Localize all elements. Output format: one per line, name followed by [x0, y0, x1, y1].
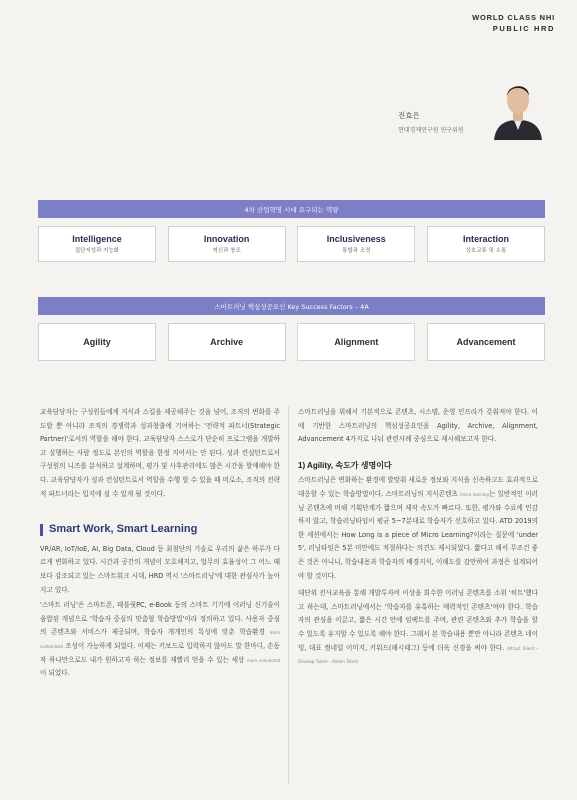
brand-line1: WORLD CLASS NHI: [472, 13, 555, 22]
factor-title: Advancement: [456, 337, 516, 347]
left-paragraph-3a: '스마트 러닝'은 스마트폰, 태블릿PC, e-Book 등의 스마트 기기에 이러닝 신기술이 융합된 개념으로 '학습자 중심의 맞춤형 학습방법'이라 정의하고 있다. 사용자 중심의 콘텐츠와 서비스가 제공되며, 학습자 개개인의 특성에 맞춘 학습환경: [40, 601, 280, 637]
right-column: [298, 406, 538, 669]
author-name: 진효은: [398, 111, 420, 120]
factor-title: Alignment: [334, 337, 379, 347]
competency-title: Interaction: [462, 234, 509, 244]
right-paragraph-2: [298, 474, 538, 583]
factor-card: [38, 323, 156, 361]
competency-card: [427, 226, 545, 262]
left-paragraph-2: VR/AR, IoT/IoE, AI, Big Data, Cloud 등 최첨단의 기술로 우리의 삶은 하루가 다르게 변화하고 있다. 시간과 공간의 개념이 모호해지고, 업무의 효율성이 그 어느 때 보다 강조되고 있는 스마트워크 시대, HRD 역시 '스마트러닝'에 대한 관심사가 높아지고 있다.: [40, 544, 280, 594]
competency-card: [168, 226, 286, 262]
competency-subtitle: 상호교류 및 소통: [465, 248, 507, 254]
footnote-more-connected: more connected: [246, 657, 280, 663]
footnote-more-customized: more customized: [40, 630, 280, 649]
section-heading-text: Smart Work, Smart Learning: [49, 523, 198, 536]
footnote-talent: Attract Talent – Develop Talent – Retain Talent: [298, 645, 538, 665]
right-paragraph-3-text: 대단위 전사교육을 통해 개발투자비 이상을 회수한 이러닝 콘텐츠를 소위 '히트'했다고 하는데, 스마트러닝에서는 '학습자를 유혹하는 매력적인 콘텐츠'여야 한다. 학습자의 관심을 이끌고, 짧은 시간 안에 임팩트를 주며, 관련 콘텐츠와 추가 학습을 할 수 있도록 유지할 수 있도록 해야 한다. 그래서 본 학습내용 뿐만 아니라 콘텐츠 네이밍, 대표 썸네일 이미지, 키워드(해시태그) 등에 더욱 신경을 써야 한다.: [298, 589, 538, 652]
left-paragraph-3b: 조성이 가능하게 되었다. 이제는 키보드로 입력하지 않아도 말 한마디, 손동작 하나만으로도 내가 원하고자 하는 정보를 재빨리 얻을 수 있는 세상: [40, 641, 280, 664]
factor-card: [168, 323, 286, 361]
person-icon: [492, 74, 544, 140]
factor-title: Archive: [210, 337, 244, 347]
author-block: [398, 110, 498, 134]
right-paragraph-1: 스마트러닝을 위해서 기본적으로 콘텐츠, 시스템, 운영 인프라가 갖춰져야 한다. 이에 기반한 스마트러닝의 핵심성공요인을 Agility, Archive, Alignment, Advancement 4가지로 나눠 관련사례 중심으로 제시해보고자 한다.: [298, 408, 538, 444]
competency-card: [297, 226, 415, 262]
column-divider: [288, 406, 289, 784]
competency-subtitle: 통합과 조정: [342, 248, 371, 254]
competency-cards: [38, 226, 545, 262]
competency-subtitle: 집단지성과 지능화: [74, 248, 120, 254]
left-column: [40, 406, 280, 681]
right-paragraph-2a: 스마트러닝은 변화하는 환경에 발맞춰 새로운 정보와 지식을 신속하고도 효과적으로 대응할 수 있는 학습방법이다. 스마트러닝의 지식콘텐츠: [298, 476, 538, 498]
agility-heading: 1) Agility, 속도가 생명이다: [298, 460, 392, 470]
left-paragraph-3c: 이 되었다.: [40, 669, 70, 678]
factor-title: Agility: [83, 337, 111, 347]
author-photo: [492, 74, 544, 140]
author-role: 현대경제연구원 연구위원: [398, 127, 464, 134]
left-paragraph-1: 교육담당자는 구성원들에게 지식과 스킬을 제공해주는 것을 넘어, 조직의 변화를 주도할 뿐 아니라 조직의 경쟁력과 성과창출에 기여하는 '전략적 파트너(Strategic Partner)'로서의 역할을 해야 한다. 교육담당자 스스로가 단순히 프로그램을 개발하고 실행하는 사람 정도로 본인의 역할을 한정 지어서는 안 된다. 성과 컨설턴트로서 구성원의 니즈를 분석하고 설계하며, 평가 및 사후관리에도 많은 시간을 할애해야 한다. 교육담당자가 성과 컨설턴트로서 역할을 수행 할 수 있을 때 비로소, 조직의 전략적 파트너라는 입지에 설 수 있게 될 것이다.: [40, 408, 280, 498]
right-paragraph-2b: 는 일반적인 이러닝 콘텐츠에 비해 기획단계가 짧으며 제작 속도가 빠르다. 또한, 평가와 수료에 민감하지 않고, 학습러닝타임이 평균 5~7분대로 학습자가 선호하고 있다. ATD 2019의 한 세션에서는 How Long is a piece of Micro Learning?이라는 질문에 'under 5', 러닝타임은 5분 미만에도 적절하다는 의견도 제시되었다. 짧다고 해서 무조건 좋은 것은 아니니, 학습내용과 학습자의 배경지식, 이해도를 감안하여 과정은 설계되어야 할 것이다.: [298, 489, 538, 580]
footnote-micro-learning: micro learning: [460, 491, 489, 497]
right-paragraph-3: [298, 587, 538, 669]
factor-card: [297, 323, 415, 361]
left-paragraph-3: [40, 599, 280, 681]
brand-header: [472, 12, 555, 34]
competency-subtitle: 혁신과 창조: [212, 248, 241, 254]
heading-bar-icon: [40, 524, 43, 536]
factor-card: [427, 323, 545, 361]
competencies-banner: 4차 산업혁명 시대 요구되는 역량: [38, 200, 545, 218]
section-heading: [40, 523, 280, 537]
competency-title: Intelligence: [72, 234, 122, 244]
brand-line2: PUBLIC HRD: [492, 24, 555, 33]
competency-title: Innovation: [203, 234, 250, 244]
competency-title: Inclusiveness: [326, 234, 386, 244]
competency-card: [38, 226, 156, 262]
success-factors-banner: 스마트러닝 핵심성공요인 Key Success Factors – 4A: [38, 297, 545, 315]
success-factor-cards: [38, 323, 545, 361]
